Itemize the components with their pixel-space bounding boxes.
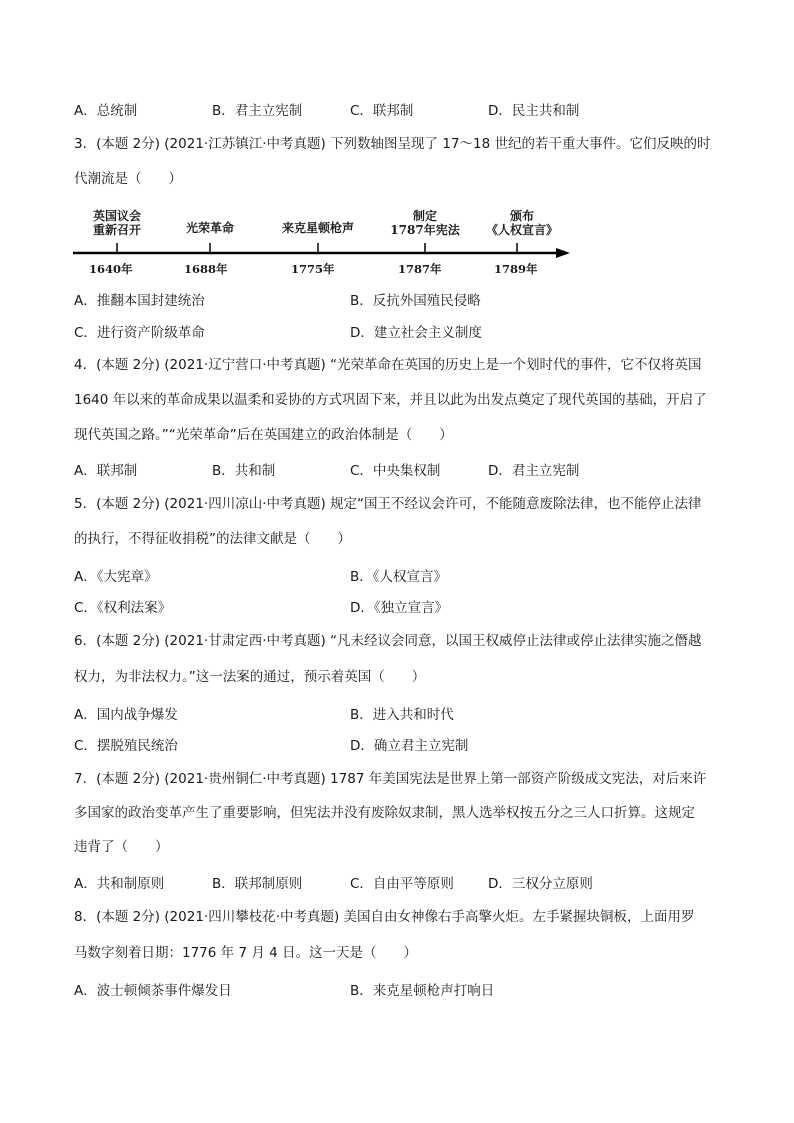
q7-option-a: A．共和制原则 [74,876,165,892]
q3-option-c: C．进行资产阶级革命 [74,325,205,341]
timeline-figure [70,205,580,280]
timeline-year-1789: 1789年 [494,262,538,276]
q5-option-a: A．《大宪章》 [74,569,158,585]
q2-option-a: A．总统制 [74,103,138,119]
q3-option-b: B．反抗外国殖民侵略 [350,293,481,309]
q4-option-a: A．联邦制 [74,463,138,479]
q7-option-b: B．联邦制原则 [212,876,303,892]
q4-stem-line3: 现代英国之路。”“光荣革命”后在英国建立的政治体制是（ ） [74,427,453,443]
q3-option-d: D．建立社会主义制度 [350,325,482,341]
q3-stem-line1: 3．(本题 2分) (2021·江苏镇江·中考真题) 下列数轴图呈现了 17～18 世纪的若干重大事件。它们反映的时 [74,136,711,152]
q6-option-c: C．摆脱殖民统治 [74,738,178,754]
q6-option-d: D．确立君主立宪制 [350,738,469,754]
q2-option-d: D．民主共和制 [488,103,580,119]
q8-option-b: B．来克星顿枪声打响日 [350,983,495,999]
q6-option-b: B．进入共和时代 [350,707,454,723]
q6-stem-line2: 权力，为非法权力。”这一法案的通过，预示着英国（ ） [74,669,426,685]
q8-stem-line1: 8．(本题 2分) (2021·四川攀枝花·中考真题) 美国自由女神像右手高擎火炬。左手紧握块铜板，上面用罗 [74,909,695,925]
timeline-year-1640: 1640年 [89,262,133,276]
q7-option-c: C．自由平等原则 [350,876,454,892]
q7-option-d: D．三权分立原则 [488,876,593,892]
q7-stem-line2: 多国家的政治变革产生了重要影响，但宪法并没有废除奴隶制，黑人选举权按五分之三人口折算。这规定 [74,805,695,821]
timeline-year-1775: 1775年 [291,262,335,276]
timeline-year-1688: 1688年 [184,262,228,276]
q5-option-d: D．《独立宣言》 [350,600,449,616]
q4-stem-line2: 1640 年以来的革命成果以温柔和妥协的方式巩固下来，并且以此为出发点奠定了现代英国的基础，开启了 [74,392,707,408]
timeline-event-1789-label: 颁布 《人权宣言》 [485,209,558,237]
q6-option-a: A．国内战争爆发 [74,707,178,723]
q8-option-a: A．波士顿倾茶事件爆发日 [74,983,232,999]
q4-option-b: B．共和制 [212,463,276,479]
q3-stem-line2: 代潮流是（ ） [74,171,182,187]
q5-stem-line1: 5．(本题 2分) (2021·四川凉山·中考真题) 规定“国王不经议会许可，不能随意废除法律，也不能停止法律 [74,496,702,512]
q2-option-c: C．联邦制 [350,103,414,119]
timeline-event-1787-label: 制定 1787年宪法 [390,209,460,237]
q4-option-c: C．中央集权制 [350,463,441,479]
timeline-event-1688-label: 光荣革命 [185,221,234,235]
q6-stem-line1: 6．(本题 2分) (2021·甘肃定西·中考真题) “凡未经议会同意，以国王权威停止法律或停止法律实施之僭越 [74,633,702,649]
q4-option-d: D．君主立宪制 [488,463,580,479]
q3-option-a: A．推翻本国封建统治 [74,293,205,309]
q4-stem-line1: 4．(本题 2分) (2021·辽宁营口·中考真题) “光荣革命在英国的历史上是一个划时代的事件，它不仅将英国 [74,357,702,373]
q8-stem-line2: 马数字刻着日期：1776 年 7 月 4 日。这一天是（ ） [74,945,417,961]
q5-stem-line2: 的执行，不得征收捐税”的法律文献是（ ） [74,531,351,547]
q7-stem-line1: 7．(本题 2分) (2021·贵州铜仁·中考真题) 1787 年美国宪法是世界上第一部资产阶级成文宪法，对后来许 [74,771,707,787]
q5-option-b: B．《人权宣言》 [350,569,448,585]
q5-option-c: C．《权利法案》 [74,600,172,616]
q2-option-b: B．君主立宪制 [212,103,303,119]
timeline-year-1787: 1787年 [398,262,442,276]
q7-stem-line3: 违背了（ ） [74,839,169,855]
timeline-event-1775-label: 来克星顿枪声 [281,221,354,235]
timeline-event-1640-label: 英国议会 重新召开 [92,209,141,237]
